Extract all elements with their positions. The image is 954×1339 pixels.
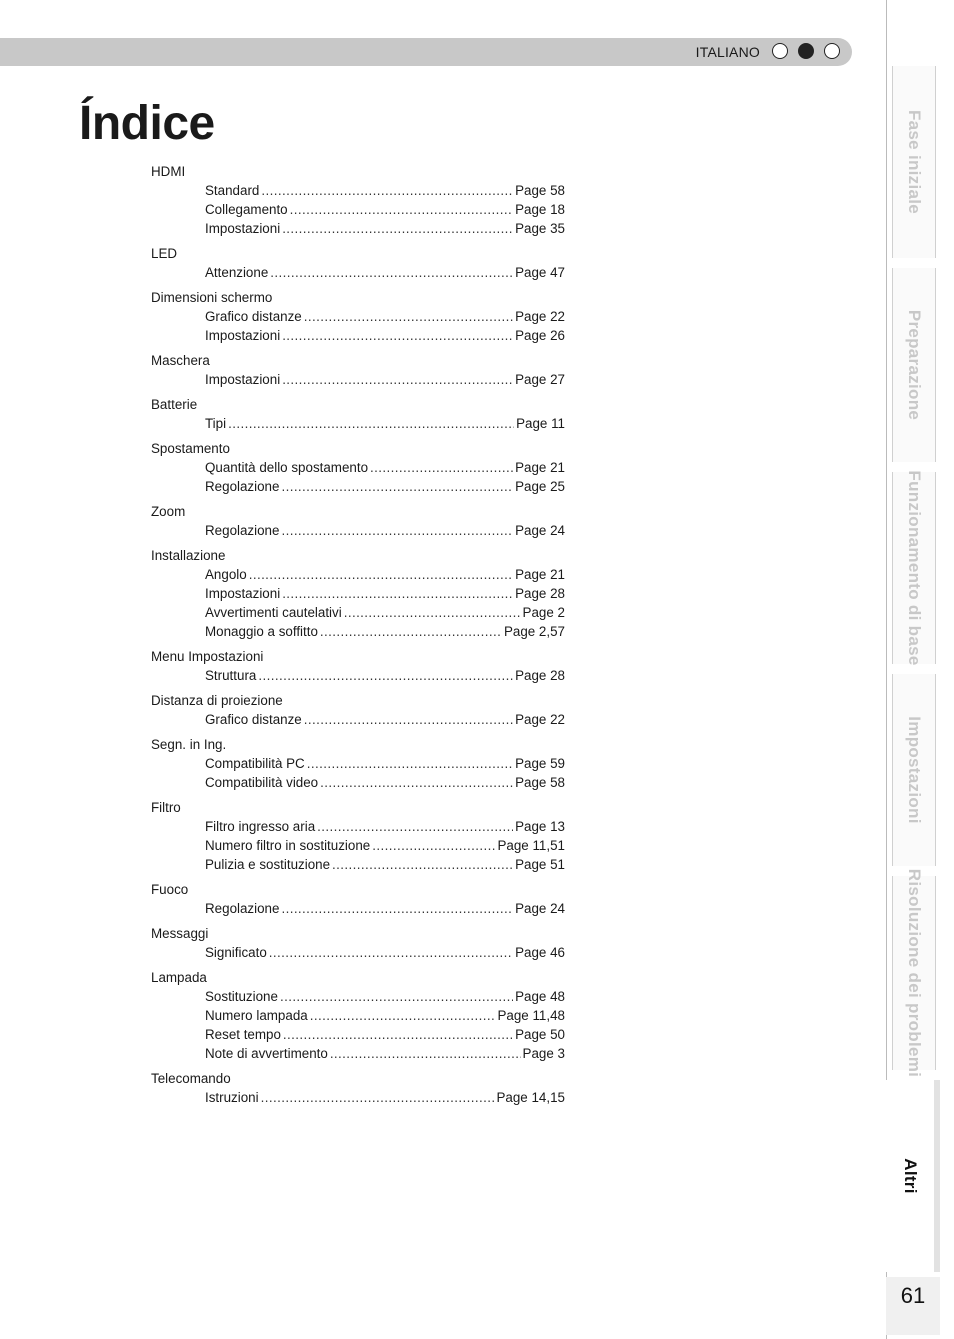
dot-leader xyxy=(258,666,513,685)
index-heading: Installazione xyxy=(151,548,226,563)
index-entry xyxy=(205,754,565,773)
entry-label: Pulizia e sostituzione xyxy=(205,857,331,872)
tab-fase-iniziale[interactable] xyxy=(892,66,936,258)
dot-leader xyxy=(304,710,513,729)
index-list xyxy=(151,162,565,1113)
index-group xyxy=(151,244,565,282)
index-entry xyxy=(205,219,565,238)
index-entry xyxy=(205,521,565,540)
dot-leader xyxy=(310,1006,496,1025)
index-entry xyxy=(205,458,565,477)
index-entry xyxy=(205,1044,565,1063)
section-tabs xyxy=(886,0,954,1339)
index-entry xyxy=(205,326,565,345)
index-group xyxy=(151,735,565,792)
index-heading: Batterie xyxy=(151,397,198,412)
index-entry xyxy=(205,1006,565,1025)
index-heading: Zoom xyxy=(151,504,186,519)
index-group xyxy=(151,439,565,496)
entry-page-ref: Page 21 xyxy=(515,567,565,582)
circle-filled-icon xyxy=(798,43,814,59)
index-heading: Telecomando xyxy=(151,1071,231,1086)
index-entry xyxy=(205,370,565,389)
entry-page-ref: Page 2 xyxy=(522,605,565,620)
entry-label: Compatibilità PC xyxy=(205,756,305,771)
index-entry xyxy=(205,666,565,685)
language-label: ITALIANO xyxy=(695,44,760,60)
index-entry xyxy=(205,584,565,603)
tab-funzionamento-di-base[interactable] xyxy=(892,472,936,664)
entry-label: Filtro ingresso aria xyxy=(205,819,316,834)
language-indicator xyxy=(772,43,840,59)
dot-leader xyxy=(269,943,513,962)
entry-page-ref: Page 22 xyxy=(515,309,565,324)
index-entry xyxy=(205,1088,565,1107)
dot-leader xyxy=(249,565,513,584)
index-group xyxy=(151,968,565,1063)
entry-label: Grafico distanze xyxy=(205,309,302,324)
entry-page-ref: Page 28 xyxy=(515,586,565,601)
entry-page-ref: Page 35 xyxy=(515,221,565,236)
tab-label: Funzionamento di base xyxy=(905,470,924,666)
entry-label: Tipi xyxy=(205,416,227,431)
tab-altri[interactable] xyxy=(886,1080,934,1272)
index-group xyxy=(151,288,565,345)
index-heading: Lampada xyxy=(151,970,207,985)
index-group xyxy=(151,880,565,918)
entry-label: Impostazioni xyxy=(205,328,281,343)
index-entry xyxy=(205,622,565,641)
entry-page-ref: Page 11 xyxy=(516,416,565,431)
dot-leader xyxy=(281,899,513,918)
dot-leader xyxy=(370,458,513,477)
dot-leader xyxy=(282,584,513,603)
entry-label: Impostazioni xyxy=(205,221,281,236)
index-group xyxy=(151,395,565,433)
dot-leader xyxy=(261,181,513,200)
tab-label: Risoluzione dei problemi xyxy=(905,868,924,1078)
index-entry xyxy=(205,414,565,433)
entry-label: Regolazione xyxy=(205,479,280,494)
dot-leader xyxy=(344,603,521,622)
dot-leader xyxy=(304,307,513,326)
index-entry xyxy=(205,987,565,1006)
entry-page-ref: Page 24 xyxy=(515,901,565,916)
dot-leader xyxy=(261,1088,495,1107)
entry-page-ref: Page 14,15 xyxy=(496,1090,565,1105)
entry-label: Avvertimenti cautelativi xyxy=(205,605,342,620)
index-group xyxy=(151,924,565,962)
dot-leader xyxy=(320,773,513,792)
index-heading: Spostamento xyxy=(151,441,230,456)
header-bar xyxy=(0,38,852,66)
index-group xyxy=(151,798,565,874)
index-group xyxy=(151,647,565,685)
page-title: Índice xyxy=(79,97,215,150)
entry-page-ref: Page 47 xyxy=(515,265,565,280)
entry-label: Numero filtro in sostituzione xyxy=(205,838,371,853)
dot-leader xyxy=(228,414,514,433)
tab-label: Preparazione xyxy=(905,309,924,421)
entry-label: Grafico distanze xyxy=(205,712,302,727)
entry-page-ref: Page 27 xyxy=(515,372,565,387)
tab-label: Fase iniziale xyxy=(905,109,924,215)
dot-leader xyxy=(282,370,513,389)
index-heading: Dimensioni schermo xyxy=(151,290,273,305)
index-entry xyxy=(205,307,565,326)
dot-leader xyxy=(317,817,513,836)
entry-page-ref: Page 48 xyxy=(515,989,565,1004)
entry-page-ref: Page 2,57 xyxy=(503,624,565,639)
entry-page-ref: Page 21 xyxy=(515,460,565,475)
index-group xyxy=(151,351,565,389)
index-heading: Segn. in Ing. xyxy=(151,737,227,752)
entry-label: Numero lampada xyxy=(205,1008,308,1023)
dot-leader xyxy=(283,1025,513,1044)
entry-label: Reset tempo xyxy=(205,1027,281,1042)
entry-page-ref: Page 24 xyxy=(515,523,565,538)
entry-page-ref: Page 22 xyxy=(515,712,565,727)
entry-label: Istruzioni xyxy=(205,1090,259,1105)
index-entry xyxy=(205,263,565,282)
tab-impostazioni[interactable] xyxy=(892,674,936,866)
entry-page-ref: Page 51 xyxy=(515,857,565,872)
entry-label: Struttura xyxy=(205,668,257,683)
entry-label: Note di avvertimento xyxy=(205,1046,328,1061)
dot-leader xyxy=(372,836,495,855)
dot-leader xyxy=(282,326,513,345)
dot-leader xyxy=(320,622,502,641)
index-heading: Distanza di proiezione xyxy=(151,693,283,708)
entry-label: Quantità dello spostamento xyxy=(205,460,369,475)
page-number: 61 xyxy=(900,1283,926,1308)
tab-preparazione[interactable] xyxy=(892,268,936,462)
entry-label: Collegamento xyxy=(205,202,288,217)
dot-leader xyxy=(270,263,513,282)
index-heading: Menu Impostazioni xyxy=(151,649,264,664)
entry-label: Attenzione xyxy=(205,265,269,280)
dot-leader xyxy=(332,855,513,874)
entry-label: Monaggio a soffitto xyxy=(205,624,318,639)
index-entry xyxy=(205,710,565,729)
entry-page-ref: Page 46 xyxy=(515,945,565,960)
index-heading: Maschera xyxy=(151,353,210,368)
index-entry xyxy=(205,477,565,496)
tab-risoluzione-dei-problemi[interactable] xyxy=(892,868,936,1078)
index-entry xyxy=(205,1025,565,1044)
index-group xyxy=(151,691,565,729)
tab-label: Altri xyxy=(901,1158,920,1194)
entry-label: Compatibilità video xyxy=(205,775,319,790)
entry-label: Angolo xyxy=(205,567,247,582)
index-heading: HDMI xyxy=(151,164,186,179)
entry-page-ref: Page 58 xyxy=(515,775,565,790)
index-entry xyxy=(205,855,565,874)
index-group xyxy=(151,546,565,641)
index-heading: Fuoco xyxy=(151,882,189,897)
entry-page-ref: Page 11,51 xyxy=(497,838,565,853)
dot-leader xyxy=(290,200,513,219)
entry-page-ref: Page 3 xyxy=(522,1046,565,1061)
index-entry xyxy=(205,603,565,622)
entry-label: Sostituzione xyxy=(205,989,278,1004)
circle-empty-icon xyxy=(824,43,840,59)
entry-label: Regolazione xyxy=(205,523,280,538)
entry-label: Significato xyxy=(205,945,267,960)
dot-leader xyxy=(330,1044,521,1063)
dot-leader xyxy=(307,754,513,773)
entry-page-ref: Page 59 xyxy=(515,756,565,771)
index-group xyxy=(151,162,565,238)
entry-page-ref: Page 13 xyxy=(515,819,565,834)
index-entry xyxy=(205,899,565,918)
entry-label: Standard xyxy=(205,183,260,198)
dot-leader xyxy=(280,987,513,1006)
index-entry xyxy=(205,836,565,855)
index-entry xyxy=(205,817,565,836)
entry-page-ref: Page 58 xyxy=(515,183,565,198)
circle-empty-icon xyxy=(772,43,788,59)
index-entry xyxy=(205,181,565,200)
entry-page-ref: Page 50 xyxy=(515,1027,565,1042)
index-entry xyxy=(205,773,565,792)
dot-leader xyxy=(281,477,513,496)
entry-label: Regolazione xyxy=(205,901,280,916)
entry-label: Impostazioni xyxy=(205,372,281,387)
index-heading: Filtro xyxy=(151,800,181,815)
dot-leader xyxy=(282,219,513,238)
index-group xyxy=(151,1069,565,1107)
entry-page-ref: Page 25 xyxy=(515,479,565,494)
entry-label: Impostazioni xyxy=(205,586,281,601)
entry-page-ref: Page 26 xyxy=(515,328,565,343)
page-number-box xyxy=(886,1277,940,1335)
index-entry xyxy=(205,200,565,219)
index-entry xyxy=(205,565,565,584)
entry-page-ref: Page 28 xyxy=(515,668,565,683)
tab-label: Impostazioni xyxy=(905,716,924,824)
index-heading: Messaggi xyxy=(151,926,209,941)
entry-page-ref: Page 18 xyxy=(515,202,565,217)
dot-leader xyxy=(281,521,513,540)
index-group xyxy=(151,502,565,540)
index-heading: LED xyxy=(151,246,178,261)
entry-page-ref: Page 11,48 xyxy=(497,1008,565,1023)
index-entry xyxy=(205,943,565,962)
